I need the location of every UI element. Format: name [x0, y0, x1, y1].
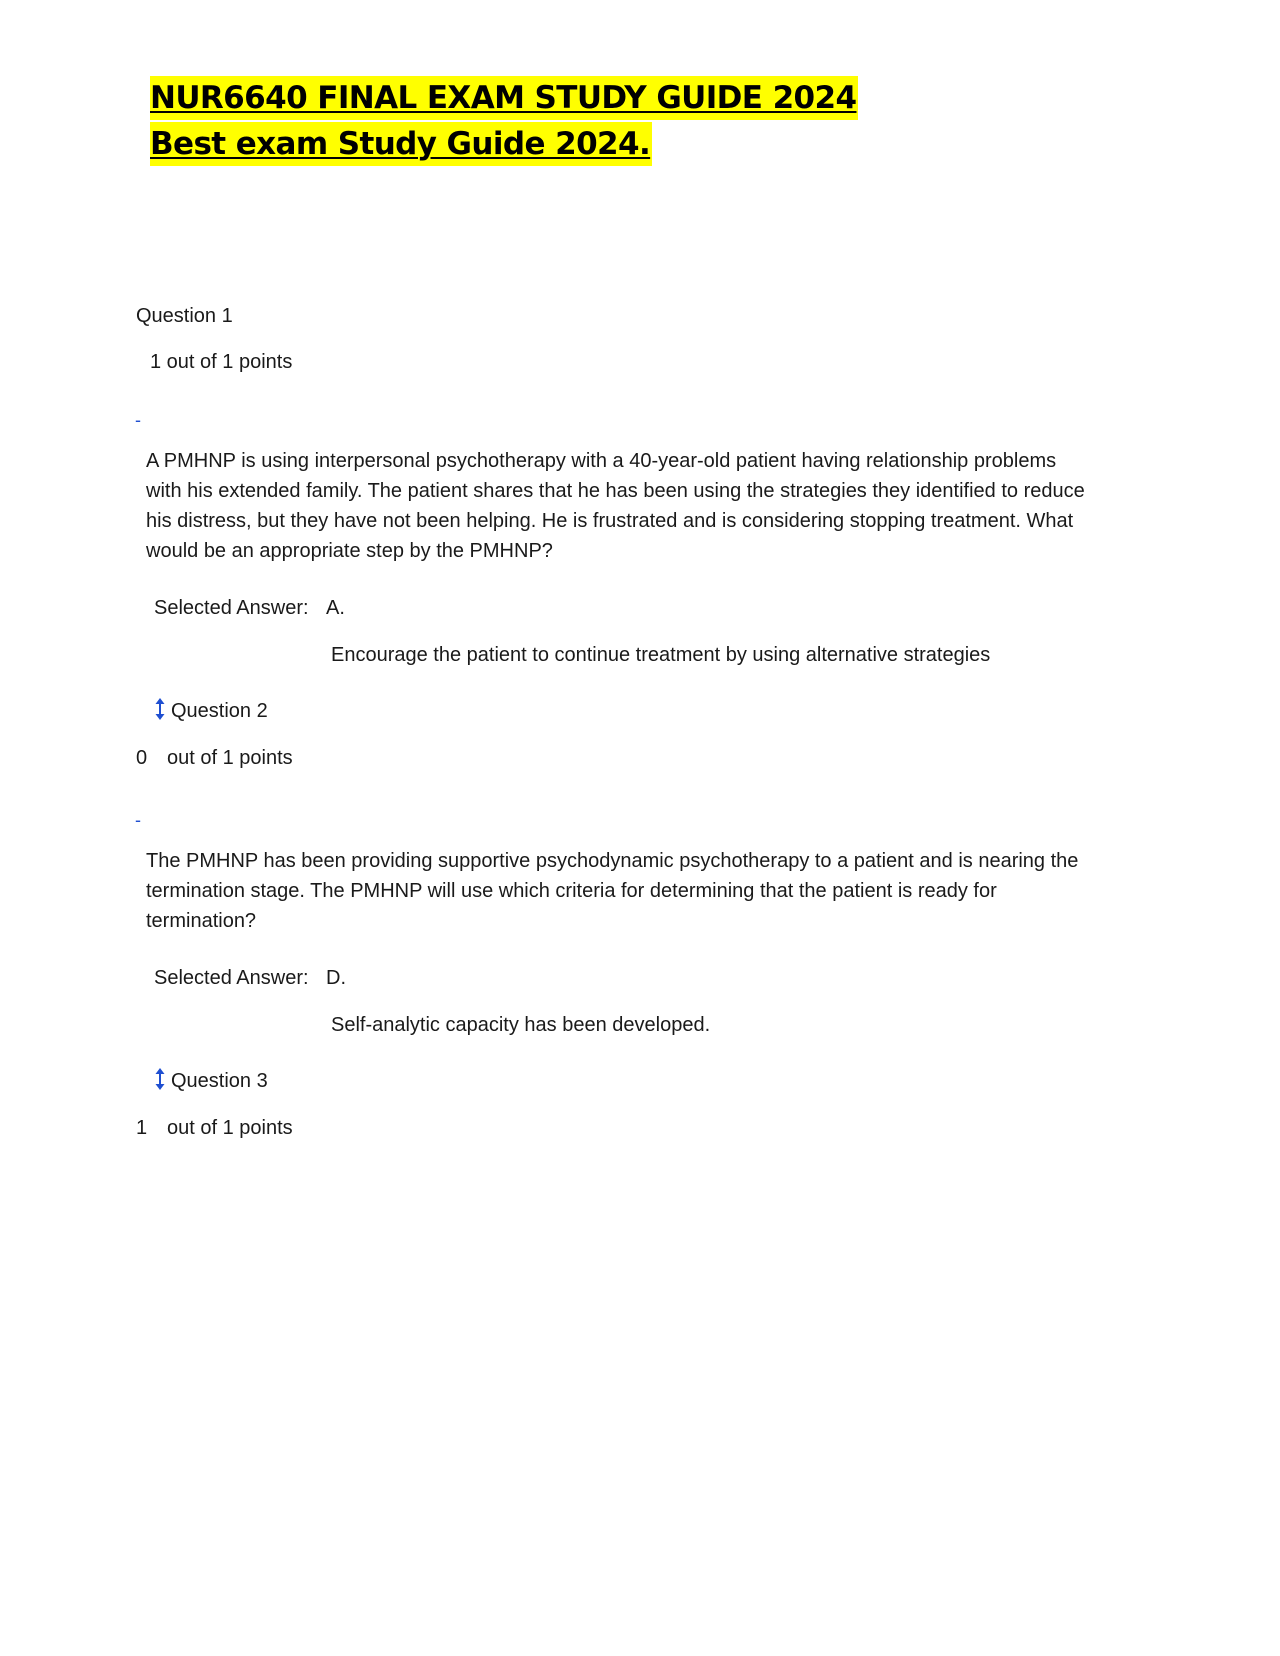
vertical-double-arrow-icon[interactable]: [154, 698, 166, 720]
question-2-score-value: 0: [136, 747, 148, 769]
document-title: [150, 76, 858, 166]
vertical-double-arrow-icon[interactable]: [154, 1068, 166, 1090]
question-1-score: 1 out of 1 points: [150, 351, 293, 373]
question-3-label: Question 3: [171, 1070, 268, 1092]
question-2-text: The PMHNP has been providing supportive psychodynamic psychotherapy to a patient and is nearing the termination stage. The PMHNP will use which criteria for determining that the patient is ready for termination?: [146, 850, 1079, 932]
question-1-answer: Encourage the patient to continue treatment by using alternative strategies: [331, 644, 991, 666]
question-1-text: A PMHNP is using interpersonal psychotherapy with a 40-year-old patient having relationship problems with his extended family. The patient shares that he has been using the strategies they identified to reduce his distress, but they have not been helping. He is frustrated and is considering stopping treatment. What would be an appropriate step by the PMHNP?: [146, 450, 1085, 562]
question-2-selected-label: Selected Answer:: [154, 967, 309, 989]
question-2-header: [154, 696, 268, 726]
question-2-marker: -: [135, 810, 141, 830]
title-line-1: NUR6640 FINAL EXAM STUDY GUIDE 2024: [150, 76, 858, 120]
question-3-header: [154, 1066, 268, 1096]
question-2-label: Question 2: [171, 700, 268, 722]
title-line-2: Best exam Study Guide 2024.: [150, 122, 652, 166]
question-1-marker: -: [135, 410, 141, 430]
question-2-answer: Self-analytic capacity has been developed.: [331, 1014, 711, 1036]
question-1-label: Question 1: [136, 305, 233, 327]
question-2-selected-letter: D.: [326, 967, 346, 989]
question-3-score-value: 1: [136, 1117, 148, 1139]
question-2-score-text: out of 1 points: [167, 747, 293, 769]
question-3-score-text: out of 1 points: [167, 1117, 293, 1139]
question-1-selected-letter: A.: [326, 597, 345, 619]
question-1-selected-label: Selected Answer:: [154, 597, 309, 619]
